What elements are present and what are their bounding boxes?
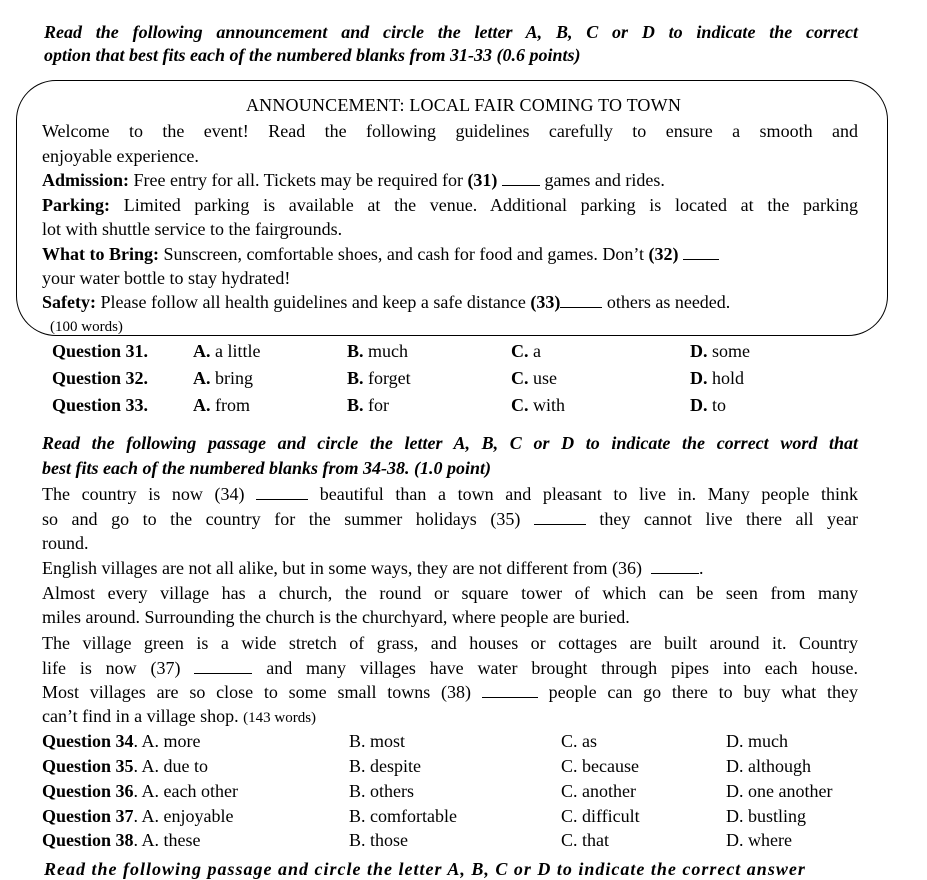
bring-label: What to Bring: xyxy=(42,244,159,264)
q37-option-d[interactable]: D. bustling xyxy=(726,806,807,826)
q35-option-d[interactable]: D. although xyxy=(726,756,811,776)
parking-label: Parking: xyxy=(42,195,111,215)
bring-line2: your water bottle to stay hydrated! xyxy=(42,268,291,288)
q36-option-d[interactable]: D. one another xyxy=(726,781,833,801)
section2-instruction-line1: Read the following passage and circle the letter A, B, C or D to indicate the correct word that xyxy=(42,433,858,453)
q32-option-c[interactable]: C. use xyxy=(511,368,557,388)
q32-option-a[interactable]: A. bring xyxy=(193,368,253,388)
blank-34 xyxy=(256,485,308,500)
passage-p3-line3: Most villages are so close to some small towns (38) people can go there to buy what they xyxy=(42,682,859,702)
question-32-label: Question 32. xyxy=(52,368,149,388)
q33-option-c[interactable]: C. with xyxy=(511,395,566,415)
blank-35 xyxy=(534,510,586,525)
passage-p2-line1: English villages are not all alike, but in some ways, they are not different from (36) . xyxy=(42,558,704,578)
q35-option-b[interactable]: B. despite xyxy=(349,756,421,776)
question-33-label: Question 33. xyxy=(52,395,149,415)
safety-end: others as needed. xyxy=(606,292,731,312)
safety-text: Please follow all health guidelines and keep a safe distance xyxy=(100,292,526,312)
section3-instruction-cut: Read the following passage and circle the letter A, B, C or D to indicate the correct answer xyxy=(44,859,806,879)
q34-option-b[interactable]: B. most xyxy=(349,731,406,751)
passage-p2-line3: miles around. Surrounding the church is the churchyard, where people are buried. xyxy=(42,607,630,627)
q34-option-d[interactable]: D. much xyxy=(726,731,788,751)
q31-option-b[interactable]: B. much xyxy=(347,341,409,361)
blank-33 xyxy=(560,293,602,308)
announcement-title: ANNOUNCEMENT: LOCAL FAIR COMING TO TOWN xyxy=(245,95,682,115)
passage-p2-line2: Almost every village has a church, the round or square tower of which can be seen from many xyxy=(42,583,858,603)
blank-31-number: (31) xyxy=(467,170,498,190)
q35-option-c[interactable]: C. because xyxy=(561,756,639,776)
blank-37 xyxy=(194,659,252,674)
q33-option-b[interactable]: B. for xyxy=(347,395,390,415)
parking-text: Limited parking is available at the venue. Additional parking is located at the parking xyxy=(123,195,859,215)
passage-p1-line3: round. xyxy=(42,533,89,553)
q37-option-c[interactable]: C. difficult xyxy=(561,806,640,826)
q32-option-d[interactable]: D. hold xyxy=(690,368,745,388)
passage-p3-line4: can’t find in a village shop. (143 words) xyxy=(42,706,317,726)
welcome-line2: enjoyable experience. xyxy=(42,146,199,166)
question-35[interactable]: Question 35. A. due to xyxy=(42,756,209,776)
admission-text: Free entry for all. Tickets may be required for xyxy=(133,170,463,190)
blank-32 xyxy=(683,245,719,260)
blank-38 xyxy=(482,683,538,698)
section2-instruction-line2: best fits each of the numbered blanks from 34-38. (1.0 point) xyxy=(42,458,491,478)
passage-p1-line2: so and go to the country for the summer holidays (35) they cannot live there all year xyxy=(42,509,858,529)
q37-option-b[interactable]: B. comfortable xyxy=(349,806,457,826)
safety-label: Safety: xyxy=(42,292,96,312)
q36-option-c[interactable]: C. another xyxy=(561,781,636,801)
q38-option-c[interactable]: C. that xyxy=(561,830,609,850)
section1-instruction-line1: Read the following announcement and circle the letter A, B, C or D to indicate the correct xyxy=(44,22,858,42)
q38-option-d[interactable]: D. where xyxy=(726,830,792,850)
question-37[interactable]: Question 37. A. enjoyable xyxy=(42,806,234,826)
admission-end: games and rides. xyxy=(544,170,665,190)
question-31-label: Question 31. xyxy=(52,341,149,361)
question-34[interactable]: Question 34. A. more xyxy=(42,731,201,751)
q38-option-b[interactable]: B. those xyxy=(349,830,409,850)
q36-option-b[interactable]: B. others xyxy=(349,781,414,801)
q31-option-c[interactable]: C. a xyxy=(511,341,541,361)
passage-p3-line1: The village green is a wide stretch of grass, and houses or cottages are built around it. Country xyxy=(42,633,858,653)
q31-option-d[interactable]: D. some xyxy=(690,341,750,361)
blank-33-number: (33) xyxy=(530,292,561,312)
blank-31 xyxy=(502,171,540,186)
passage-p3-line2: life is now (37) and many villages have water brought through pipes into each house. xyxy=(42,658,858,678)
q33-option-a[interactable]: A. from xyxy=(193,395,250,415)
blank-36 xyxy=(651,559,699,574)
passage-p1-line1: The country is now (34) beautiful than a town and pleasant to live in. Many people think xyxy=(42,484,859,504)
admission-label: Admission: xyxy=(42,170,130,190)
question-36[interactable]: Question 36. A. each other xyxy=(42,781,238,801)
admission-line xyxy=(42,169,665,191)
q33-option-d[interactable]: D. to xyxy=(690,395,727,415)
welcome-line1: Welcome to the event! Read the following guidelines carefully to ensure a smooth and xyxy=(42,121,858,141)
passage-word-count: (143 words) xyxy=(243,710,317,726)
question-38[interactable]: Question 38. A. these xyxy=(42,830,201,850)
parking-line1 xyxy=(42,193,858,218)
q34-option-c[interactable]: C. as xyxy=(561,731,597,751)
parking-line2: lot with shuttle service to the fairgrounds. xyxy=(42,219,343,239)
bring-text: Sunscreen, comfortable shoes, and cash for food and games. Don’t xyxy=(163,244,645,264)
section1-instruction-line2: option that best fits each of the numbered blanks from 31-33 (0.6 points) xyxy=(44,45,581,65)
announcement-word-count: (100 words) xyxy=(50,319,123,335)
bring-line xyxy=(42,243,719,265)
blank-32-number: (32) xyxy=(648,244,679,264)
q32-option-b[interactable]: B. forget xyxy=(347,368,411,388)
q31-option-a[interactable]: A. a little xyxy=(193,341,261,361)
safety-line xyxy=(42,291,730,313)
